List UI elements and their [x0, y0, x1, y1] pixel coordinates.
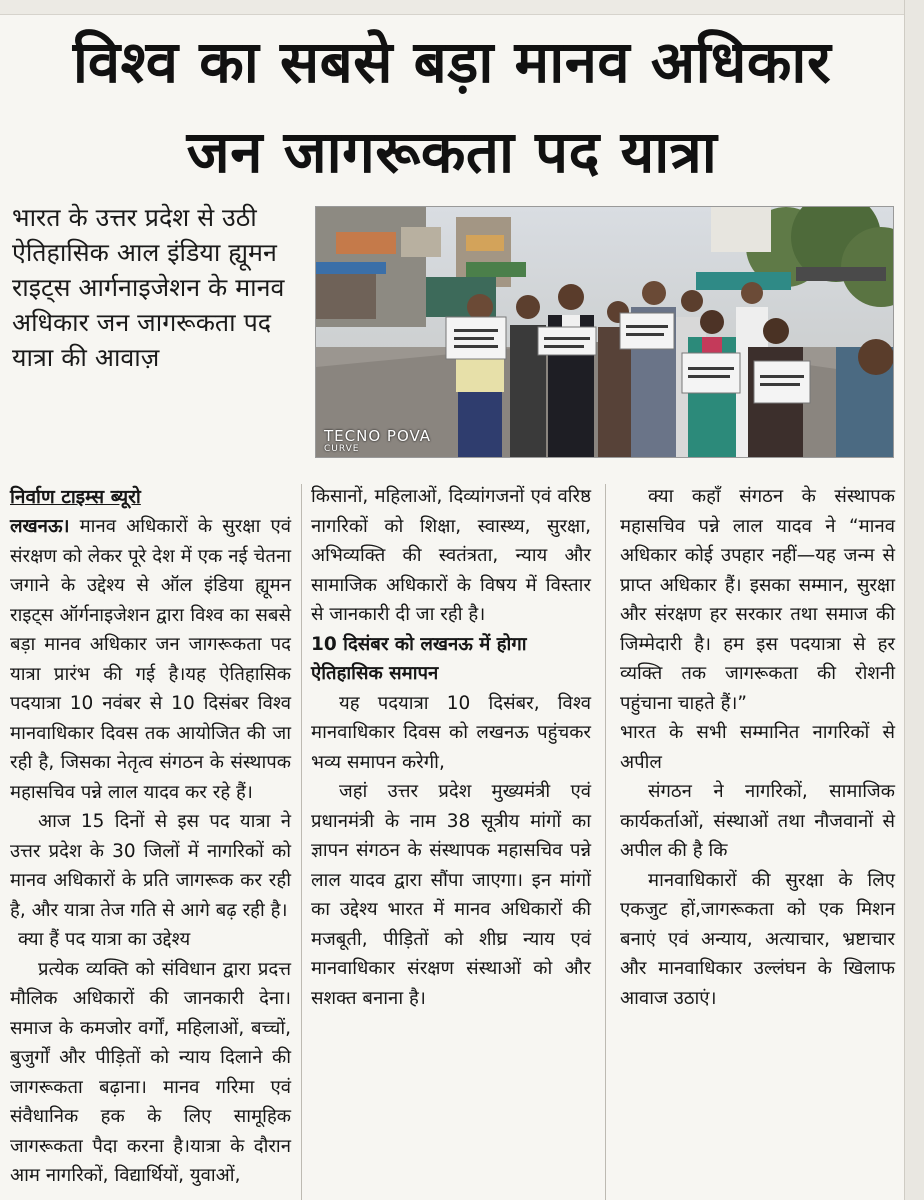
paragraph-3-continued: किसानों, महिलाओं, दिव्यांगजनों एवं वरिष्ठ नागरिकों को शिक्षा, स्वास्थ्य, सुरक्षा, अभिव्यक्ति की स्वतंत्रता, न्याय और सामाजिक अधिकारों के विषय में विस्तार से जानकारी दी जा रही है।	[311, 486, 591, 625]
paragraph-1-text: मानव अधिकारों के सुरक्षा एवं संरक्षण को लेकर पूरे देश में एक नई चेतना जगाने के उद्देश्य से ऑल इंडिया ह्यूमन राइट्स ऑर्गनाइजेशन द्वारा विश्व का सबसे बड़ा मानव अधिकार जन जागरूकता पद यात्रा प्रारंभ की गई है।यह ऐतिहासिक पदयात्रा 10 नवंबर से 10 दिसंबर विश्व मानवाधिकार दिवस तक आयोजित की जा रही है, जिसका नेतृत्व संगठन के संस्थापक महासचिव पन्ने लाल यादव कर रहे हैं।	[10, 516, 291, 803]
paragraph-8: मानवाधिकारों की सुरक्षा के लिए एकजुट हों,जागरूकता को एक मिशन बनाएं एवं अन्याय, अत्याचार, भ्रष्टाचार और मानवाधिकार उल्लंघन के खिलाफ आवाज उठाएं।	[620, 869, 895, 1009]
deck-summary: भारत के उत्तर प्रदेश से उठी ऐतिहासिक आल इंडिया ह्यूमन राइट्स आर्गनाइजेशन के मानव अधिकार जन जागरूकता पद यात्रा की आवाज़	[12, 203, 285, 372]
watermark-sub: CURVE	[324, 444, 360, 454]
paragraph-2: आज 15 दिनों से इस पद यात्रा ने उत्तर प्रदेश के 30 जिलों में नागरिकों को मानव अधिकारों के प्रति जागरूक कर रही है, और यात्रा तेज गति से आगे बढ़ रही है।	[10, 811, 291, 921]
rally-photo-illustration	[316, 207, 893, 457]
subhead-lucknow: 10 दिसंबर को लखनऊ में होगा ऐतिहासिक समापन	[311, 633, 527, 684]
camera-watermark	[324, 427, 431, 454]
subhead-purpose: क्या हैं पद यात्रा का उद्देश्य	[18, 929, 191, 950]
article-column-1	[10, 482, 291, 1191]
watermark-brand: TECNO POVA	[324, 427, 432, 445]
page-top-edge	[0, 0, 924, 15]
paragraph-5: जहां उत्तर प्रदेश मुख्यमंत्री एवं प्रधानमंत्री के नाम 38 सूत्रीय मांगों का ज्ञापन संगठन के संस्थापक महासचिव पन्ने लाल यादव द्वारा सौंपा जाएगा। इन मांगों का उद्देश्य भारत में मानव अधिकारों की मजबूती, पीड़ितों को शीघ्र न्याय एवं मानवाधिकार संरक्षण संस्थाओं को और सशक्त बनाना है।	[311, 781, 591, 1009]
headline-line-1: विश्व का सबसे बड़ा मानव अधिकार	[72, 28, 832, 96]
adjacent-page-edge	[904, 0, 924, 1200]
article-column-3	[620, 482, 895, 1013]
byline: निर्वाण टाइम्स ब्यूरो	[10, 486, 141, 508]
paragraph-6: क्या कहाँ संगठन के संस्थापक महासचिव पन्ने लाल यादव ने “मानव अधिकार कोई उपहार नहीं—यह जन्म से प्राप्त अधिकार हैं। इसका सम्मान, सुरक्षा और संरक्षण हर सरकार तथा समाज की जिम्मेदारी है। हम इस पदयात्रा से हर व्यक्ति तक जागरूकता की रोशनी पहुंचाना चाहते हैं।”	[620, 486, 895, 714]
column-rule-2	[605, 484, 606, 1200]
paragraph-3: प्रत्येक व्यक्ति को संविधान द्वारा प्रदत्त मौलिक अधिकारों की जानकारी देना। समाज के कमजोर वर्गों, महिलाओं, बच्चों, बुजुर्गों और पीड़ितों को न्याय दिलाने की जागरूकता बढ़ाना। मानव गरिमा एवं संवैधानिक हक के लिए सामूहिक जागरूकता पैदा करना है।यात्रा के दौरान आम नागरिकों, विद्यार्थियों, युवाओं,	[10, 958, 291, 1186]
subhead-appeal: भारत के सभी सम्मानित नागरिकों से अपील	[620, 722, 895, 773]
article-column-2	[311, 482, 591, 1013]
paragraph-1	[10, 512, 291, 807]
headline-line-2: जन जागरूकता पद यात्रा	[186, 118, 718, 186]
column-rule-1	[301, 484, 302, 1200]
paragraph-7: संगठन ने नागरिकों, सामाजिक कार्यकर्ताओं, संस्थाओं तथा नौजवानों से अपील की है कि	[620, 781, 895, 861]
dateline: लखनऊ।	[10, 516, 70, 537]
news-photo	[315, 206, 894, 458]
paragraph-4: यह पदयात्रा 10 दिसंबर, विश्व मानवाधिकार दिवस को लखनऊ पहुंचकर भव्य समापन करेगी,	[311, 692, 591, 773]
